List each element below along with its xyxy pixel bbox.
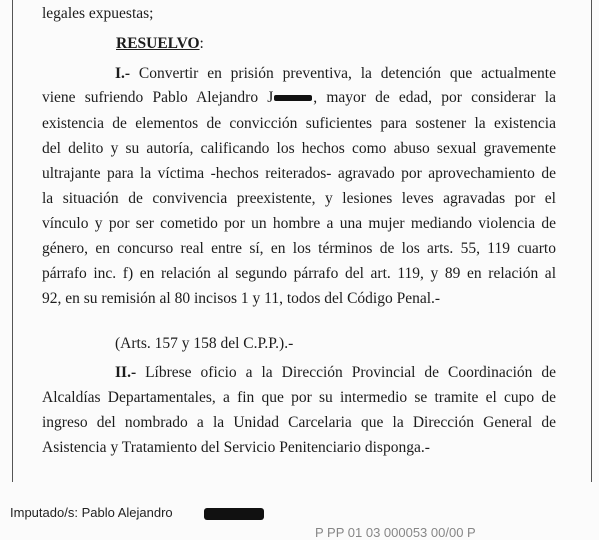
item1-line-1: I.- Convertir en prisión preventiva, la detención que actualmente <box>115 65 556 82</box>
item1-label: I.- <box>115 65 131 82</box>
imputado-label: Imputado/s: <box>10 505 78 520</box>
item1-line-5: ultrajante para la víctima -hechos reiterados- agravado por aprovechamiento de <box>42 165 556 182</box>
item2-line-1: II.- Líbrese oficio a la Dirección Provincial de Coordinación de <box>115 364 556 381</box>
item2-line-4: Asistencia y Tratamiento del Servicio Penitenciario disponga.- <box>42 439 430 456</box>
item1-line-4: del delito y su autoría, calificando los hechos como abuso sexual gravemente <box>42 140 556 157</box>
item1-line-10: 92, en su remisión al 80 incisos 1 y 11, todos del Código Penal.- <box>42 290 441 307</box>
item2-label: II.- <box>115 364 137 381</box>
resuelvo-heading <box>116 34 204 54</box>
imputado-name: Pablo Alejandro <box>81 505 173 520</box>
item1-line-2: viene sufriendo Pablo Alejandro J , mayor de edad, por considerar la <box>42 89 556 106</box>
item2-line-2: Alcaldías Departamentales, a fin que por su intermedio se tramite el cupo de <box>42 389 556 406</box>
footer-redaction-mark <box>204 508 264 520</box>
item1-line-7: vínculo y por ser cometido por un hombre a una mujer mediando violencia de <box>42 215 556 232</box>
heading-colon: : <box>199 35 204 52</box>
text-line-top: legales expuestas; <box>42 5 154 22</box>
item1-line-9: párrafo inc. f) en relación al segundo párrafo del art. 119, y 89 en relación al <box>42 265 556 282</box>
page-border-right <box>591 0 592 482</box>
redaction-mark <box>274 95 312 101</box>
item1-line-3: existencia de elementos de convicción suficientes para sostener la existencia <box>42 115 556 132</box>
item1-line-6: la situación de convivencia preexistente, y lesiones leves agravadas por el <box>42 190 556 207</box>
heading-text: RESUELVO <box>116 35 200 52</box>
item1-line-8: género, en concurso real entre sí, en los términos de los arts. 55, 119 cuarto <box>42 240 556 257</box>
page-border-left <box>12 0 13 482</box>
footer-cut-text: P PP 01 03 000053 00/00 P <box>315 525 476 540</box>
footer-imputado <box>10 505 173 520</box>
item2-line-3: ingreso del nombrado a la Unidad Carcelaria que la Dirección General de <box>42 414 556 431</box>
arts-reference: (Arts. 157 y 158 del C.P.P.).- <box>115 335 294 352</box>
